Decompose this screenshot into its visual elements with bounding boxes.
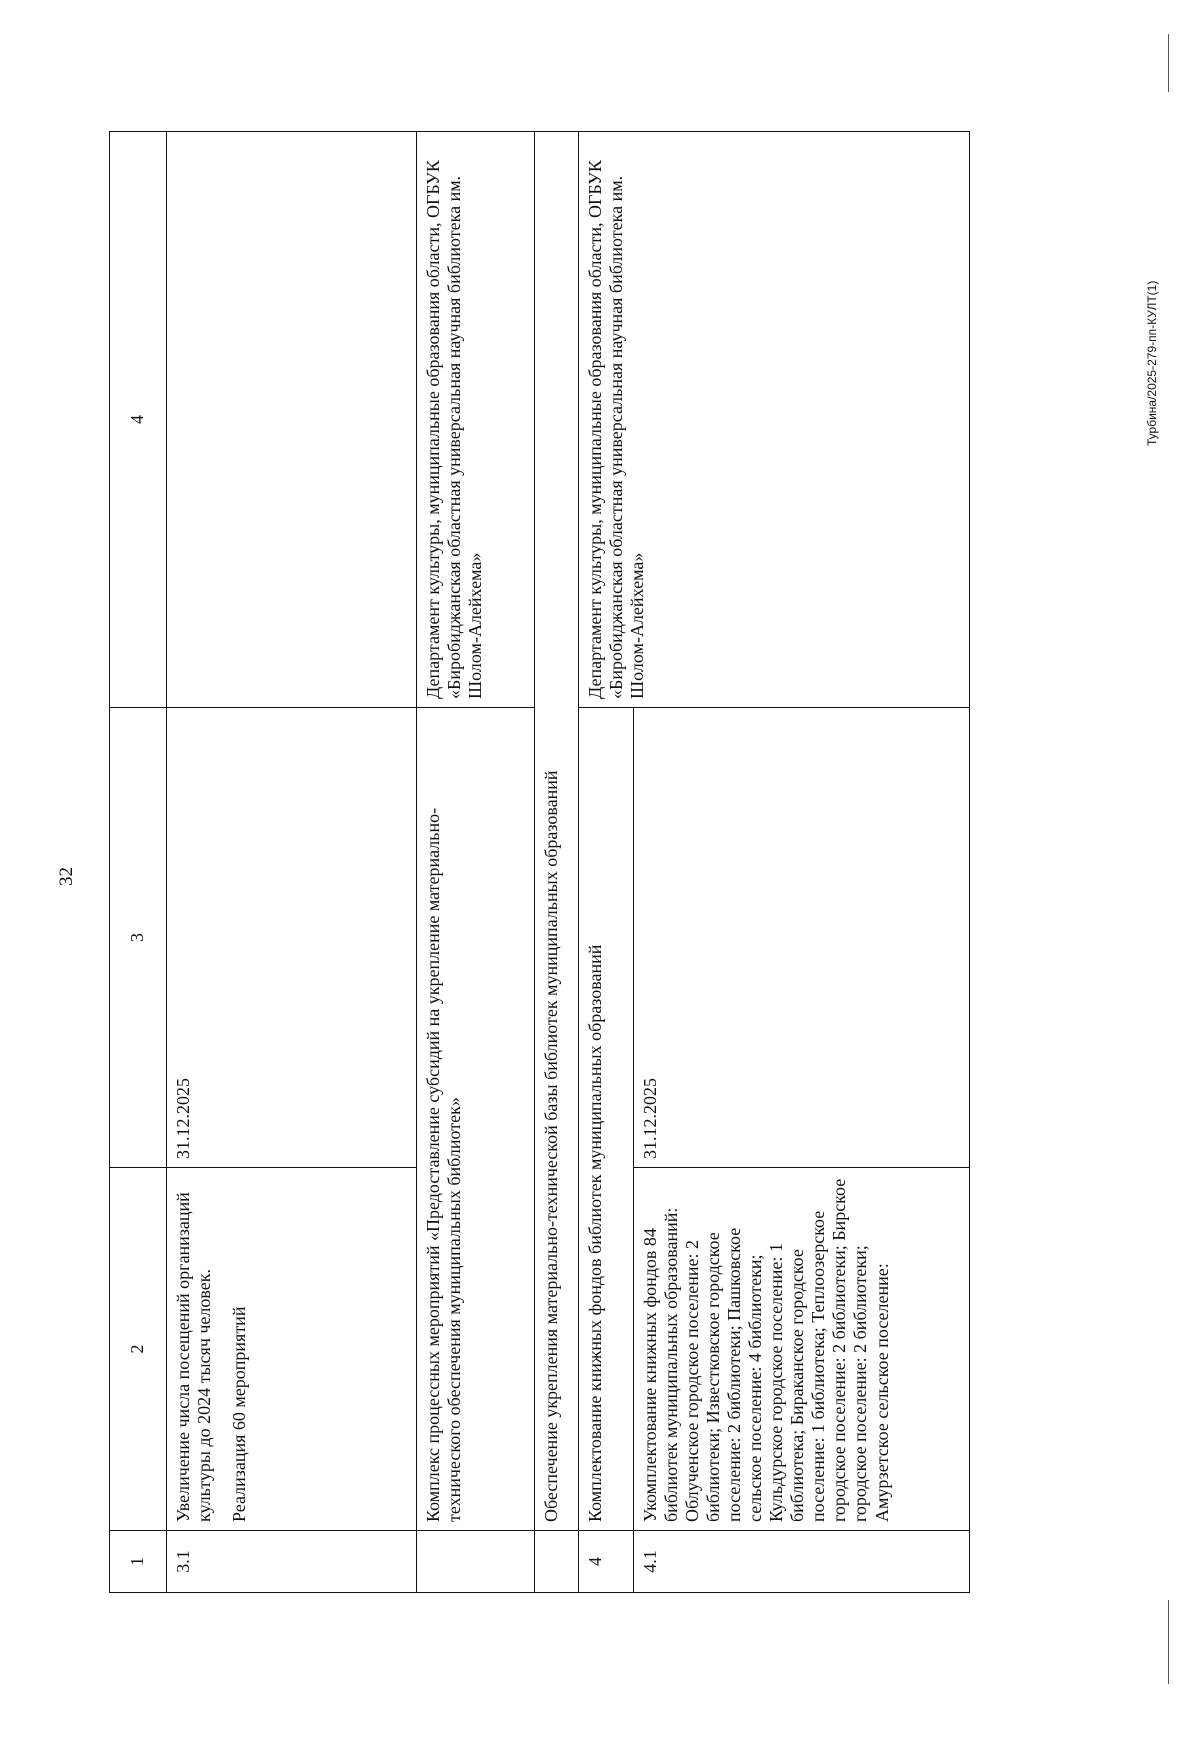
column-number-row xyxy=(110,132,167,1593)
complex-responsible: Департамент культуры, муниципальные образования области, ОГБУК «Биробиджанская областная универсальная научная библиотека им. Шолом-Алейхема» xyxy=(417,132,535,708)
complex-row xyxy=(417,132,535,1593)
column-number-2: 2 xyxy=(110,1168,167,1531)
empty-number-cell xyxy=(535,1531,579,1593)
row-responsible xyxy=(167,132,417,708)
section-responsible: Департамент культуры, муниципальные образования области, ОГБУК «Биробиджанская областная универсальная научная библиотека им. Шолом-Алейхема» xyxy=(579,132,970,708)
row-deadline: 31.12.2025 xyxy=(634,708,970,1168)
empty-number-cell xyxy=(417,1531,535,1593)
document-code: Турбина/2025-279-пп-КУЛТ(1) xyxy=(1145,280,1159,446)
complex-description: Комплекс процессных мероприятий «Предоставление субсидий на укрепление материально-технического обеспечения муниципальных библиотек» xyxy=(417,708,535,1531)
goal-description: Обеспечение укрепления материально-технической базы библиотек муниципальных образований xyxy=(535,132,579,1531)
section-description: Комплектование книжных фондов библиотек муниципальных образований xyxy=(579,708,634,1531)
row-number: 4 xyxy=(579,1531,634,1593)
row-number: 4.1 xyxy=(634,1531,970,1593)
description-paragraph: Увеличение числа посещений организаций культуры до 2024 тысяч человек. xyxy=(173,1192,215,1522)
goal-row xyxy=(535,132,579,1593)
scan-edge-mark xyxy=(1168,1600,1169,1684)
scan-edge-mark xyxy=(1168,34,1169,92)
activities-table xyxy=(109,131,970,1593)
column-number-3: 3 xyxy=(110,708,167,1168)
column-number-1: 1 xyxy=(110,1531,167,1593)
row-description xyxy=(167,1168,417,1531)
description-paragraph: Реализация 60 мероприятий xyxy=(229,1306,250,1522)
column-number-4: 4 xyxy=(110,132,167,708)
row-description: Укомплектование книжных фондов 84 библиотек муниципальных образований: Облученское городское поселение: 2 библиотеки; Известковское городское поселение: 2 библиотеки; Пашковское сельское поселение: 4 библиотеки; Кульдурское городское поселение: 1 библиотека; Бираканское городское поселение: 1 библиотека; Теплоозерское городское поселение: 2 библиотеки; Бирское городское поселение: 2 библиотеки; Амурзетское сельское поселение: xyxy=(634,1168,970,1531)
table-row xyxy=(167,132,417,1593)
row-deadline: 31.12.2025 xyxy=(167,708,417,1168)
row-number: 3.1 xyxy=(167,1531,417,1593)
section-row xyxy=(579,132,634,1593)
page-number: 32 xyxy=(56,867,77,886)
